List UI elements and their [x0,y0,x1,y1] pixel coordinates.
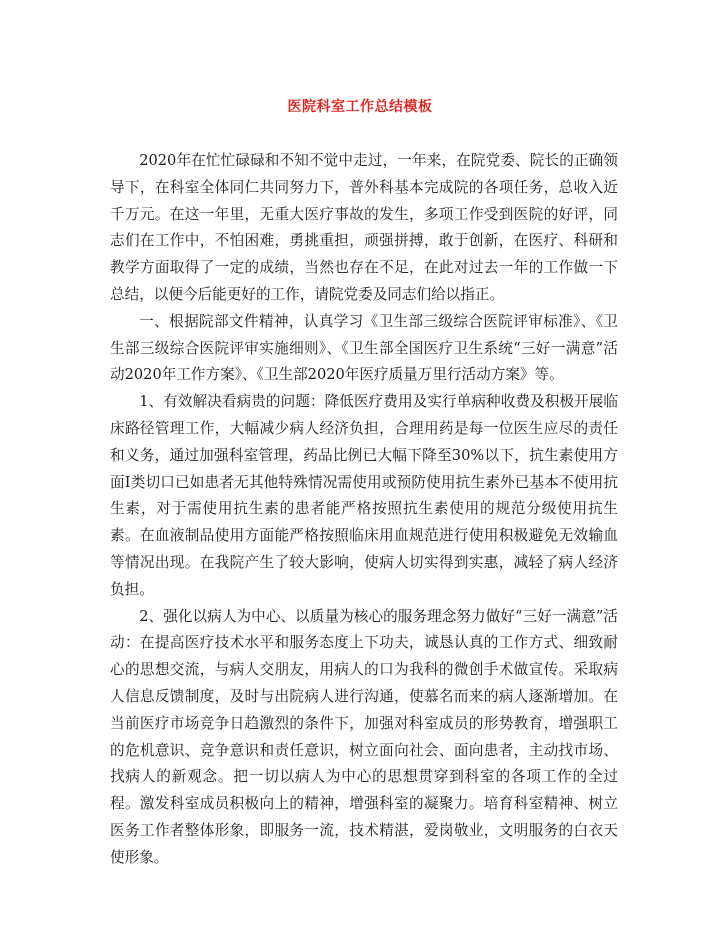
paragraph-item-2: 2、强化以病人为中心、以质量为核心的服务理念努力做好“三好一满意”活动：在提高医疗技术水平和服务态度上下功夫，诚恳认真的工作方式、细致耐心的思想交流，与病人交朋友，用病人的口为我科的微创手术做宣传。采取病人信息反馈制度，及时与出院病人进行沟通，使慕名而来的病人逐渐增加。在当前医疗市场竞争日趋激烈的条件下，加强对科室成员的形势教育，增强职工的危机意识、竞争意识和责任意识，树立面向社会、面向患者，主动找市场、找病人的新观念。把一切以病人为中心的思想贯穿到科室的各项工作的全过程。激发科室成员积极向上的精神，增强科室的凝聚力。培育科室精神、树立医务工作者整体形象，即服务一流，技术精湛，爱岗敬业，文明服务的白衣天使形象。 [110,607,618,866]
paragraph-section-1: 一、根据院部文件精神，认真学习《卫生部三级综合医院评审标准》、《卫生部三级综合医院评审实施细则》、《卫生部全国医疗卫生系统“三好一满意”活动2020年工作方案》、《卫生部2020年医疗质量万里行活动方案》等。 [110,312,618,384]
document-title: 医院科室工作总结模板 [287,99,433,115]
paragraph-item-1: 1、有效解决看病贵的问题：降低医疗费用及实行单病种收费及积极开展临床路径管理工作，大幅减少病人经济负担，合理用药是每一位医生应尽的责任和义务，通过加强科室管理，药品比例已大幅下降至30%以下，抗生素使用方面Ⅰ类切口已如患者无其他特殊情况需使用或预防使用抗生素外已基本不使用抗生素，对于需使用抗生素的患者能严格按照抗生素使用的规范分级使用抗生素。在血液制品使用方面能严格按照临床用血规范进行使用积极避免无效输血等情况出现。在我院产生了较大影响，使病人切实得到实惠，减轻了病人经济负担。 [110,393,618,598]
document-body [110,148,618,872]
paragraph-intro: 2020年在忙忙碌碌和不知不觉中走过，一年来，在院党委、院长的正确领导下，在科室全体同仁共同努力下，普外科基本完成院的各项任务，总收入近千万元。在这一年里，无重大医疗事故的发生，多项工作受到医院的好评，同志们在工作中，不怕困难，勇挑重担，顽强拼搏，敢于创新，在医疗、科研和教学方面取得了一定的成绩，当然也存在不足，在此对过去一年的工作做一下总结，以便今后能更好的工作，请院党委及同志们给以指正。 [110,152,618,303]
